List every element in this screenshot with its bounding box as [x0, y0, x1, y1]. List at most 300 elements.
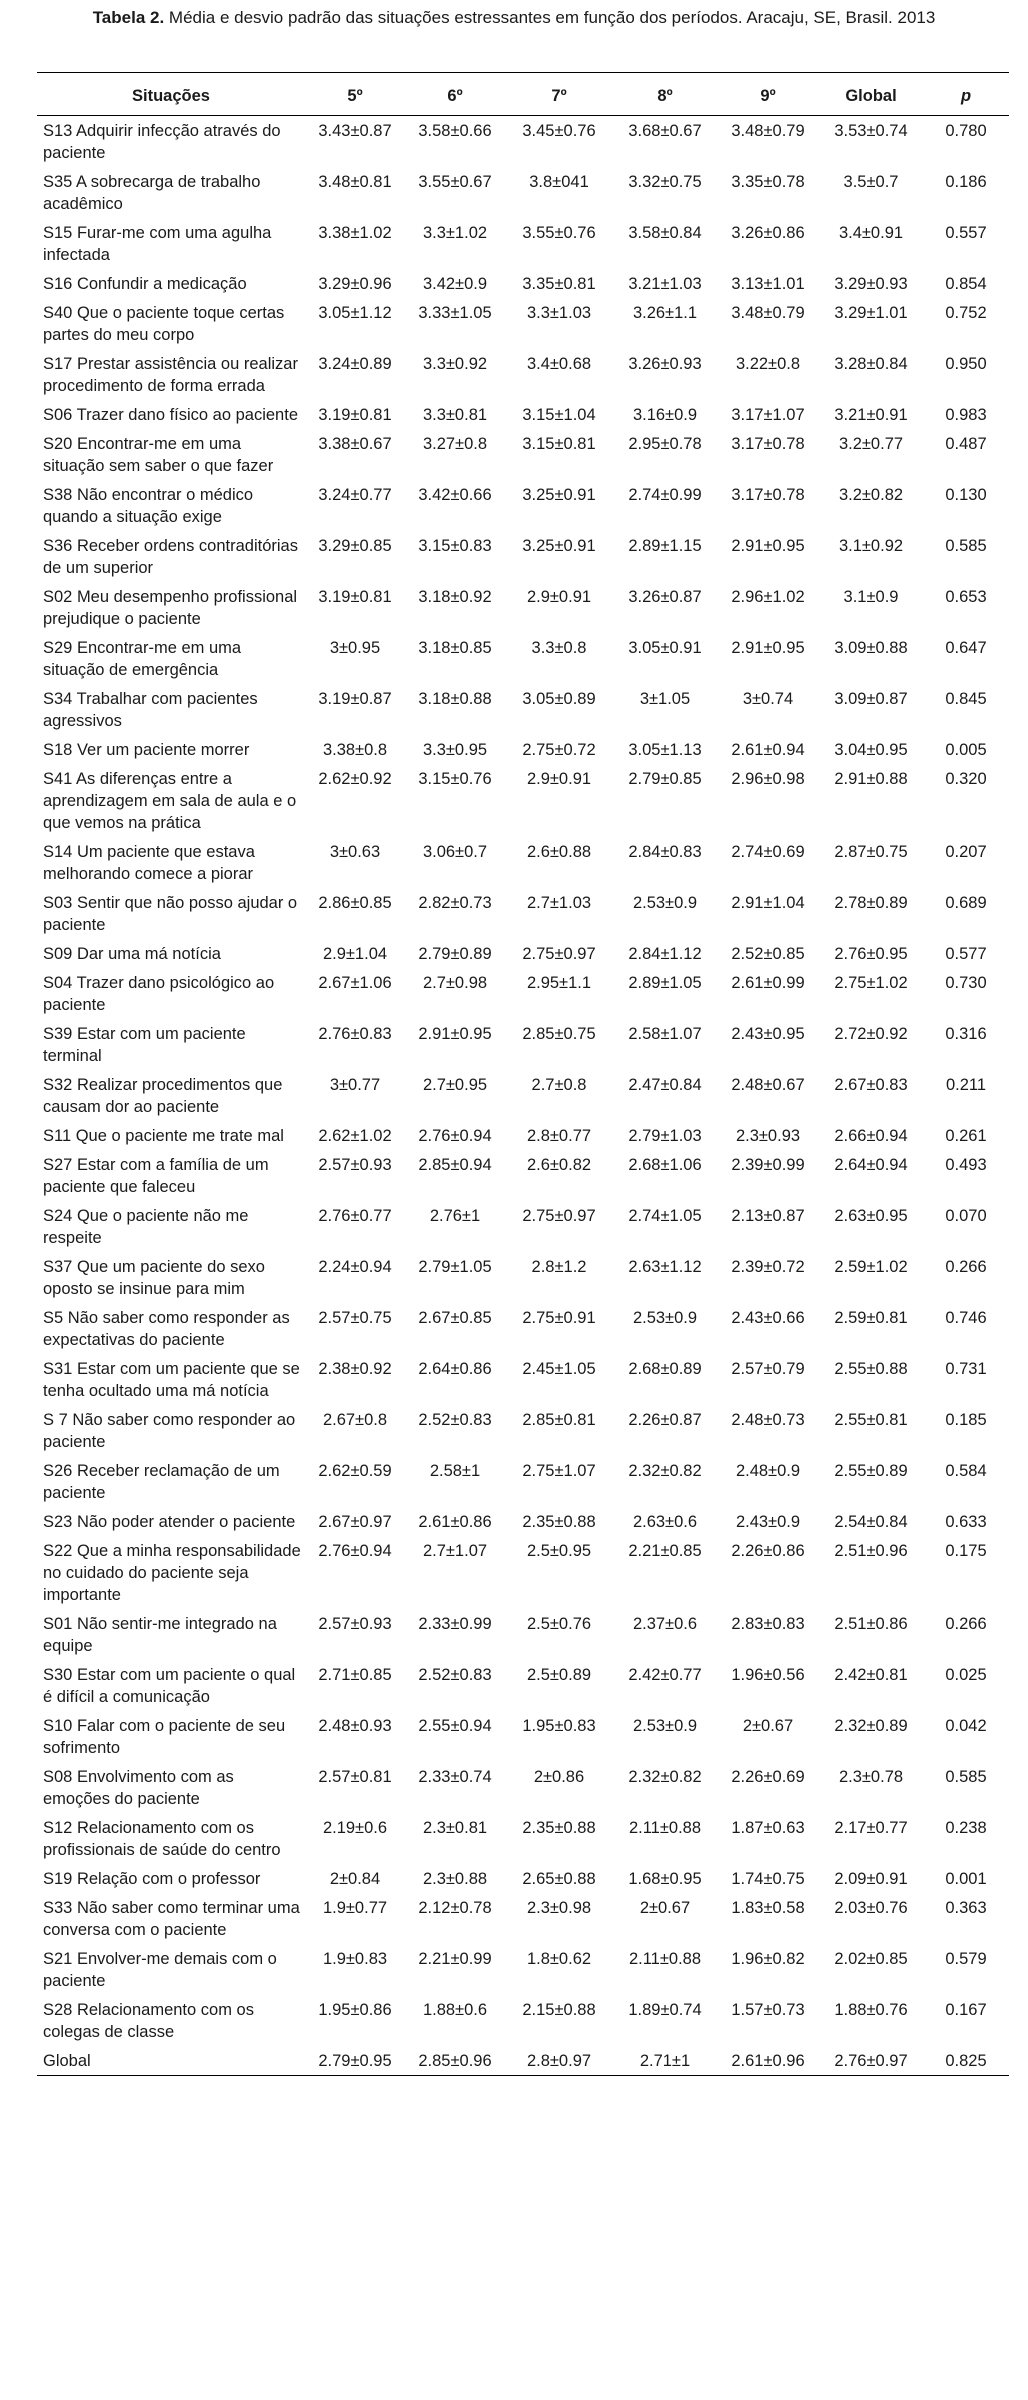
table-row [37, 349, 1009, 400]
value-global-cell: 3.29±1.01 [834, 303, 908, 322]
value-p-cell: 0.557 [945, 223, 987, 242]
value-7-cell: 2.8±1.2 [531, 1257, 587, 1276]
value-p-cell: 0.266 [945, 1257, 987, 1276]
value-7-cell: 2.75±0.72 [522, 740, 596, 759]
value-7-cell: 2.75±0.97 [522, 1206, 596, 1225]
situation-cell: S17 Prestar assistência ou realizar procedimento de forma errada [43, 354, 298, 395]
value-8-cell: 2.79±0.85 [628, 769, 702, 788]
value-5-cell: 2.71±0.85 [318, 1665, 392, 1684]
value-p-cell: 0.186 [945, 172, 987, 191]
value-global-cell: 3.09±0.87 [834, 689, 908, 708]
table-row [37, 1070, 1009, 1121]
table-row [37, 1405, 1009, 1456]
header-8: 8º [613, 73, 717, 116]
header-6: 6º [405, 73, 505, 116]
value-6-cell: 2.91±0.95 [418, 1024, 492, 1043]
value-8-cell: 3±1.05 [639, 689, 691, 708]
value-6-cell: 2.67±0.85 [418, 1308, 492, 1327]
value-p-cell: 0.363 [945, 1898, 987, 1917]
table-row [37, 400, 1009, 429]
situation-cell: S20 Encontrar-me em uma situação sem saber o que fazer [43, 434, 274, 475]
value-8-cell: 2.89±1.15 [628, 536, 702, 555]
situation-cell: S31 Estar com um paciente que se tenha ocultado uma má notícia [43, 1359, 300, 1400]
value-p-cell: 0.493 [945, 1155, 987, 1174]
value-9-cell: 2.83±0.83 [731, 1614, 805, 1633]
value-6-cell: 2.3±0.88 [422, 1869, 488, 1888]
value-p-cell: 0.752 [945, 303, 987, 322]
value-9-cell: 2±0.67 [742, 1716, 794, 1735]
situation-cell: S12 Relacionamento com os profissionais de saúde do centro [43, 1818, 281, 1859]
value-9-cell: 2.74±0.69 [731, 842, 805, 861]
value-9-cell: 3.48±0.79 [731, 121, 805, 140]
value-7-cell: 2.8±0.97 [505, 2046, 613, 2076]
situation-cell: S22 Que a minha responsabilidade no cuidado do paciente seja importante [43, 1541, 301, 1604]
value-5-cell: 1.9±0.77 [322, 1898, 388, 1917]
value-8-cell: 2.89±1.05 [628, 973, 702, 992]
value-global-cell: 2.09±0.91 [834, 1869, 908, 1888]
value-8-cell: 2.84±0.83 [628, 842, 702, 861]
value-8-cell: 2.47±0.84 [628, 1075, 702, 1094]
value-p-cell: 0.983 [945, 405, 987, 424]
value-p-cell: 0.950 [945, 354, 987, 373]
situation-cell: S29 Encontrar-me em uma situação de emergência [43, 638, 242, 679]
value-6-cell: 3.33±1.05 [418, 303, 492, 322]
value-9-cell: 1.96±0.82 [731, 1949, 805, 1968]
value-6-cell: 3.15±0.83 [418, 536, 492, 555]
value-7-cell: 2.5±0.89 [526, 1665, 592, 1684]
value-8-cell: 2.95±0.78 [628, 434, 702, 453]
value-8-cell: 2.42±0.77 [628, 1665, 702, 1684]
value-8-cell: 3.68±0.67 [628, 121, 702, 140]
situation-cell: S 7 Não saber como responder ao paciente [43, 1410, 296, 1451]
value-p-cell: 0.266 [945, 1614, 987, 1633]
value-p-cell: 0.730 [945, 973, 987, 992]
value-global-cell: 3.5±0.7 [843, 172, 899, 191]
value-7-cell: 2±0.86 [533, 1767, 585, 1786]
value-p-cell: 0.689 [945, 893, 987, 912]
value-9-cell: 3.17±0.78 [731, 485, 805, 504]
value-9-cell: 2.96±1.02 [731, 587, 805, 606]
table-header [37, 73, 1009, 116]
value-5-cell: 3.29±0.85 [318, 536, 392, 555]
value-p-cell: 0.584 [945, 1461, 987, 1480]
value-8-cell: 3.21±1.03 [628, 274, 702, 293]
value-global-cell: 2.51±0.86 [834, 1614, 908, 1633]
value-5-cell: 3.38±0.67 [318, 434, 392, 453]
value-6-cell: 1.88±0.6 [422, 2000, 488, 2019]
value-9-cell: 3.48±0.79 [731, 303, 805, 322]
value-8-cell: 3.26±0.87 [628, 587, 702, 606]
value-7-cell: 1.8±0.62 [526, 1949, 592, 1968]
value-9-cell: 3.17±0.78 [731, 434, 805, 453]
value-global-cell: 2.91±0.88 [834, 769, 908, 788]
value-9-cell: 2.61±0.94 [731, 740, 805, 759]
value-6-cell: 2.79±1.05 [418, 1257, 492, 1276]
value-global-cell: 2.59±0.81 [834, 1308, 908, 1327]
value-global-cell: 3.09±0.88 [834, 638, 908, 657]
value-9-cell: 2.39±0.72 [731, 1257, 805, 1276]
value-8-cell: 2.79±1.03 [628, 1126, 702, 1145]
value-p-cell: 0.585 [945, 1767, 987, 1786]
value-5-cell: 2.76±0.83 [318, 1024, 392, 1043]
value-6-cell: 3.27±0.8 [422, 434, 488, 453]
table-body [37, 116, 1009, 2076]
value-9-cell: 3.35±0.78 [731, 172, 805, 191]
value-8-cell: 2.74±1.05 [628, 1206, 702, 1225]
value-8-cell: 2.53±0.9 [632, 893, 698, 912]
value-6-cell: 2.61±0.86 [418, 1512, 492, 1531]
value-global-cell: 2.76±0.97 [819, 2046, 923, 2076]
value-8-cell: 2.53±0.9 [632, 1308, 698, 1327]
value-5-cell: 2.62±0.92 [318, 769, 392, 788]
value-global-cell: 2.17±0.77 [834, 1818, 908, 1837]
value-7-cell: 2.35±0.88 [522, 1512, 596, 1531]
header-9: 9º [717, 73, 819, 116]
situation-cell: S02 Meu desempenho profissional prejudique o paciente [43, 587, 298, 628]
table-row [37, 269, 1009, 298]
value-7-cell: 2.95±1.1 [526, 973, 592, 992]
value-8-cell: 2.63±1.12 [628, 1257, 702, 1276]
value-8-cell: 1.68±0.95 [628, 1869, 702, 1888]
table-row [37, 1660, 1009, 1711]
value-5-cell: 3±0.63 [329, 842, 381, 861]
value-9-cell: 1.87±0.63 [731, 1818, 805, 1837]
value-8-cell: 2.71±1 [613, 2046, 717, 2076]
value-7-cell: 3.15±0.81 [522, 434, 596, 453]
value-6-cell: 2.52±0.83 [418, 1665, 492, 1684]
value-8-cell: 2.74±0.99 [628, 485, 702, 504]
table-row [37, 1711, 1009, 1762]
value-6-cell: 2.12±0.78 [418, 1898, 492, 1917]
value-6-cell: 2.33±0.74 [418, 1767, 492, 1786]
value-9-cell: 2.61±0.96 [717, 2046, 819, 2076]
value-global-cell: 2.63±0.95 [834, 1206, 908, 1225]
value-global-cell: 3.4±0.91 [838, 223, 904, 242]
value-6-cell: 3.55±0.67 [418, 172, 492, 191]
value-9-cell: 2.96±0.98 [731, 769, 805, 788]
value-7-cell: 3.15±1.04 [522, 405, 596, 424]
value-global-cell: 3.29±0.93 [834, 274, 908, 293]
value-7-cell: 2.5±0.76 [526, 1614, 592, 1633]
situation-cell: S04 Trazer dano psicológico ao paciente [43, 973, 275, 1014]
table-row [37, 968, 1009, 1019]
situation-cell: S21 Envolver-me demais com o paciente [43, 1949, 277, 1990]
value-6-cell: 3.18±0.92 [418, 587, 492, 606]
value-6-cell: 3.18±0.85 [418, 638, 492, 657]
table-row [37, 1609, 1009, 1660]
table-row [37, 1944, 1009, 1995]
value-global-cell: 2.54±0.84 [834, 1512, 908, 1531]
value-p-cell: 0.175 [945, 1541, 987, 1560]
value-9-cell: 2.43±0.66 [731, 1308, 805, 1327]
value-p-cell: 0.320 [945, 769, 987, 788]
value-global-cell: 2.78±0.89 [834, 893, 908, 912]
situation-cell: S37 Que um paciente do sexo oposto se insinue para mim [43, 1257, 265, 1298]
value-8-cell: 3.16±0.9 [632, 405, 698, 424]
situation-cell: S32 Realizar procedimentos que causam dor ao paciente [43, 1075, 283, 1116]
value-9-cell: 1.83±0.58 [731, 1898, 805, 1917]
value-5-cell: 2.57±0.93 [318, 1614, 392, 1633]
situation-cell: S33 Não saber como terminar uma conversa com o paciente [43, 1898, 300, 1939]
value-5-cell: 2.67±0.97 [318, 1512, 392, 1531]
table-row [37, 480, 1009, 531]
value-8-cell: 3.26±0.93 [628, 354, 702, 373]
value-9-cell: 2.13±0.87 [731, 1206, 805, 1225]
value-9-cell: 2.26±0.69 [731, 1767, 805, 1786]
table-row [37, 1507, 1009, 1536]
value-5-cell: 2.57±0.75 [318, 1308, 392, 1327]
situation-cell: Global [37, 2046, 305, 2076]
table-row [37, 1121, 1009, 1150]
value-7-cell: 3.55±0.76 [522, 223, 596, 242]
value-8-cell: 2.11±0.88 [628, 1818, 702, 1837]
value-9-cell: 2.48±0.67 [731, 1075, 805, 1094]
value-global-cell: 2.55±0.89 [834, 1461, 908, 1480]
value-global-cell: 2.72±0.92 [834, 1024, 908, 1043]
value-p-cell: 0.780 [945, 121, 987, 140]
table-row [37, 429, 1009, 480]
value-6-cell: 2.58±1 [429, 1461, 481, 1480]
value-8-cell: 2.84±1.12 [628, 944, 702, 963]
value-5-cell: 2.57±0.81 [318, 1767, 392, 1786]
value-8-cell: 2.68±1.06 [628, 1155, 702, 1174]
value-global-cell: 2.59±1.02 [834, 1257, 908, 1276]
value-p-cell: 0.731 [945, 1359, 987, 1378]
value-6-cell: 3.18±0.88 [418, 689, 492, 708]
table-row [37, 837, 1009, 888]
value-p-cell: 0.070 [945, 1206, 987, 1225]
situation-cell: S16 Confundir a medicação [43, 274, 247, 293]
table-row [37, 167, 1009, 218]
value-8-cell: 2.68±0.89 [628, 1359, 702, 1378]
value-global-cell: 2.03±0.76 [834, 1898, 908, 1917]
situation-cell: S19 Relação com o professor [43, 1869, 261, 1888]
value-8-cell: 1.89±0.74 [628, 2000, 702, 2019]
situation-cell: S23 Não poder atender o paciente [43, 1512, 296, 1531]
value-8-cell: 3.32±0.75 [628, 172, 702, 191]
value-p-cell: 0.579 [945, 1949, 987, 1968]
table-row [37, 684, 1009, 735]
value-5-cell: 2.76±0.77 [318, 1206, 392, 1225]
table-caption-text: Média e desvio padrão das situações estressantes em função dos períodos. Aracaju, SE, Brasil. 2013 [168, 8, 936, 27]
situation-cell: S14 Um paciente que estava melhorando comece a piorar [43, 842, 255, 883]
table-row [37, 116, 1009, 168]
value-9-cell: 3±0.74 [742, 689, 794, 708]
value-p-cell: 0.001 [945, 1869, 987, 1888]
situation-cell: S27 Estar com a família de um paciente que faleceu [43, 1155, 269, 1196]
table-row [37, 1019, 1009, 1070]
situation-cell: S13 Adquirir infecção através do paciente [43, 121, 281, 162]
situation-cell: S03 Sentir que não posso ajudar o paciente [43, 893, 298, 934]
table-row [37, 735, 1009, 764]
value-6-cell: 2.79±0.89 [418, 944, 492, 963]
value-global-cell: 2.75±1.02 [834, 973, 908, 992]
value-5-cell: 2.67±1.06 [318, 973, 392, 992]
value-6-cell: 3.06±0.7 [422, 842, 488, 861]
situation-cell: S5 Não saber como responder as expectativas do paciente [43, 1308, 290, 1349]
value-7-cell: 2.85±0.81 [522, 1410, 596, 1429]
value-6-cell: 2.7±0.98 [422, 973, 488, 992]
value-8-cell: 3.26±1.1 [632, 303, 698, 322]
value-5-cell: 3.19±0.81 [318, 587, 392, 606]
table-row [37, 1864, 1009, 1893]
value-7-cell: 2.9±0.91 [526, 587, 592, 606]
table-row [37, 298, 1009, 349]
value-5-cell: 2.62±0.59 [318, 1461, 392, 1480]
value-8-cell: 2.53±0.9 [632, 1716, 698, 1735]
value-global-cell: 3.04±0.95 [834, 740, 908, 759]
situation-cell: S38 Não encontrar o médico quando a situação exige [43, 485, 254, 526]
value-5-cell: 3.38±0.8 [322, 740, 388, 759]
table-row [37, 2046, 1009, 2076]
value-6-cell: 2.85±0.94 [418, 1155, 492, 1174]
table-row [37, 1150, 1009, 1201]
value-p-cell: 0.825 [923, 2046, 1009, 2076]
value-8-cell: 3.58±0.84 [628, 223, 702, 242]
header-situacoes: Situações [37, 73, 305, 116]
value-6-cell: 3.3±0.95 [422, 740, 488, 759]
table-row [37, 888, 1009, 939]
value-5-cell: 2.86±0.85 [318, 893, 392, 912]
value-9-cell: 3.22±0.8 [735, 354, 801, 373]
table-row [37, 1995, 1009, 2046]
value-6-cell: 2.76±1 [429, 1206, 481, 1225]
value-p-cell: 0.207 [945, 842, 987, 861]
value-6-cell: 2.3±0.81 [422, 1818, 488, 1837]
value-6-cell: 2.52±0.83 [418, 1410, 492, 1429]
value-6-cell: 2.76±0.94 [418, 1126, 492, 1145]
value-7-cell: 2.5±0.95 [526, 1541, 592, 1560]
situation-cell: S01 Não sentir-me integrado na equipe [43, 1614, 277, 1655]
situation-cell: S41 As diferenças entre a aprendizagem em sala de aula e o que vemos na prática [43, 769, 297, 832]
value-5-cell: 3.24±0.89 [318, 354, 392, 373]
value-5-cell: 2.9±1.04 [322, 944, 388, 963]
value-7-cell: 3.25±0.91 [522, 485, 596, 504]
table-row [37, 1893, 1009, 1944]
value-5-cell: 2.38±0.92 [318, 1359, 392, 1378]
value-5-cell: 3.48±0.81 [318, 172, 392, 191]
value-9-cell: 3.13±1.01 [731, 274, 805, 293]
value-7-cell: 2.8±0.77 [526, 1126, 592, 1145]
value-global-cell: 2.42±0.81 [834, 1665, 908, 1684]
value-global-cell: 2.51±0.96 [834, 1541, 908, 1560]
value-global-cell: 2.55±0.88 [834, 1359, 908, 1378]
situation-cell: S30 Estar com um paciente o qual é difícil a comunicação [43, 1665, 296, 1706]
situation-cell: S10 Falar com o paciente de seu sofrimento [43, 1716, 286, 1757]
value-9-cell: 2.26±0.86 [731, 1541, 805, 1560]
value-7-cell: 3.8±041 [529, 172, 589, 191]
situation-cell: S40 Que o paciente toque certas partes do meu corpo [43, 303, 285, 344]
header-global: Global [819, 73, 923, 116]
value-5-cell: 3.38±1.02 [318, 223, 392, 242]
value-9-cell: 2.91±1.04 [731, 893, 805, 912]
value-6-cell: 3.15±0.76 [418, 769, 492, 788]
value-9-cell: 3.26±0.86 [731, 223, 805, 242]
value-6-cell: 3.58±0.66 [418, 121, 492, 140]
header-row [37, 73, 1009, 116]
table-row [37, 1354, 1009, 1405]
situation-cell: S09 Dar uma má notícia [43, 944, 221, 963]
situation-cell: S24 Que o paciente não me respeite [43, 1206, 249, 1247]
value-5-cell: 2.48±0.93 [318, 1716, 392, 1735]
value-p-cell: 0.185 [945, 1410, 987, 1429]
situation-cell: S15 Furar-me com uma agulha infectada [43, 223, 272, 264]
value-5-cell: 1.95±0.86 [318, 2000, 392, 2019]
value-p-cell: 0.845 [945, 689, 987, 708]
value-8-cell: 2.11±0.88 [628, 1949, 702, 1968]
value-7-cell: 3.05±0.89 [522, 689, 596, 708]
situation-cell: S34 Trabalhar com pacientes agressivos [43, 689, 258, 730]
table-caption [0, 8, 1028, 28]
situation-cell: S26 Receber reclamação de um paciente [43, 1461, 280, 1502]
value-7-cell: 2.7±0.8 [531, 1075, 587, 1094]
value-7-cell: 2.45±1.05 [522, 1359, 596, 1378]
value-p-cell: 0.577 [945, 944, 987, 963]
table-row [37, 1536, 1009, 1609]
value-p-cell: 0.647 [945, 638, 987, 657]
value-5-cell: 3.24±0.77 [318, 485, 392, 504]
value-9-cell: 2.91±0.95 [731, 638, 805, 657]
value-5-cell: 3.19±0.87 [318, 689, 392, 708]
value-p-cell: 0.487 [945, 434, 987, 453]
value-5-cell: 2.62±1.02 [318, 1126, 392, 1145]
table-row [37, 531, 1009, 582]
value-7-cell: 2.75±0.97 [522, 944, 596, 963]
value-p-cell: 0.025 [945, 1665, 987, 1684]
value-5-cell: 2.79±0.95 [305, 2046, 405, 2076]
value-6-cell: 2.7±1.07 [422, 1541, 488, 1560]
value-p-cell: 0.167 [945, 2000, 987, 2019]
value-8-cell: 2.21±0.85 [628, 1541, 702, 1560]
value-6-cell: 2.21±0.99 [418, 1949, 492, 1968]
value-global-cell: 3.2±0.82 [838, 485, 904, 504]
value-global-cell: 2.3±0.78 [838, 1767, 904, 1786]
value-7-cell: 3.35±0.81 [522, 274, 596, 293]
value-global-cell: 3.53±0.74 [834, 121, 908, 140]
table-row [37, 1762, 1009, 1813]
value-7-cell: 2.6±0.88 [526, 842, 592, 861]
value-8-cell: 2.58±1.07 [628, 1024, 702, 1043]
value-6-cell: 3.42±0.9 [422, 274, 488, 293]
table-row [37, 939, 1009, 968]
header-7: 7º [505, 73, 613, 116]
value-6-cell: 2.64±0.86 [418, 1359, 492, 1378]
value-9-cell: 2.48±0.9 [735, 1461, 801, 1480]
value-7-cell: 2.75±0.91 [522, 1308, 596, 1327]
value-6-cell: 2.82±0.73 [418, 893, 492, 912]
table-row [37, 633, 1009, 684]
value-global-cell: 1.88±0.76 [834, 2000, 908, 2019]
table-row [37, 1201, 1009, 1252]
value-7-cell: 2.3±0.98 [526, 1898, 592, 1917]
value-p-cell: 0.130 [945, 485, 987, 504]
value-8-cell: 2.63±0.6 [632, 1512, 698, 1531]
value-7-cell: 1.95±0.83 [522, 1716, 596, 1735]
situation-cell: S18 Ver um paciente morrer [43, 740, 250, 759]
value-6-cell: 2.7±0.95 [422, 1075, 488, 1094]
value-6-cell: 2.33±0.99 [418, 1614, 492, 1633]
value-p-cell: 0.854 [945, 274, 987, 293]
value-9-cell: 2.61±0.99 [731, 973, 805, 992]
value-7-cell: 2.85±0.75 [522, 1024, 596, 1043]
value-p-cell: 0.653 [945, 587, 987, 606]
value-5-cell: 3.43±0.87 [318, 121, 392, 140]
value-7-cell: 3.3±1.03 [526, 303, 592, 322]
value-global-cell: 2.32±0.89 [834, 1716, 908, 1735]
value-7-cell: 2.6±0.82 [526, 1155, 592, 1174]
value-p-cell: 0.211 [945, 1075, 987, 1094]
value-p-cell: 0.005 [945, 740, 987, 759]
